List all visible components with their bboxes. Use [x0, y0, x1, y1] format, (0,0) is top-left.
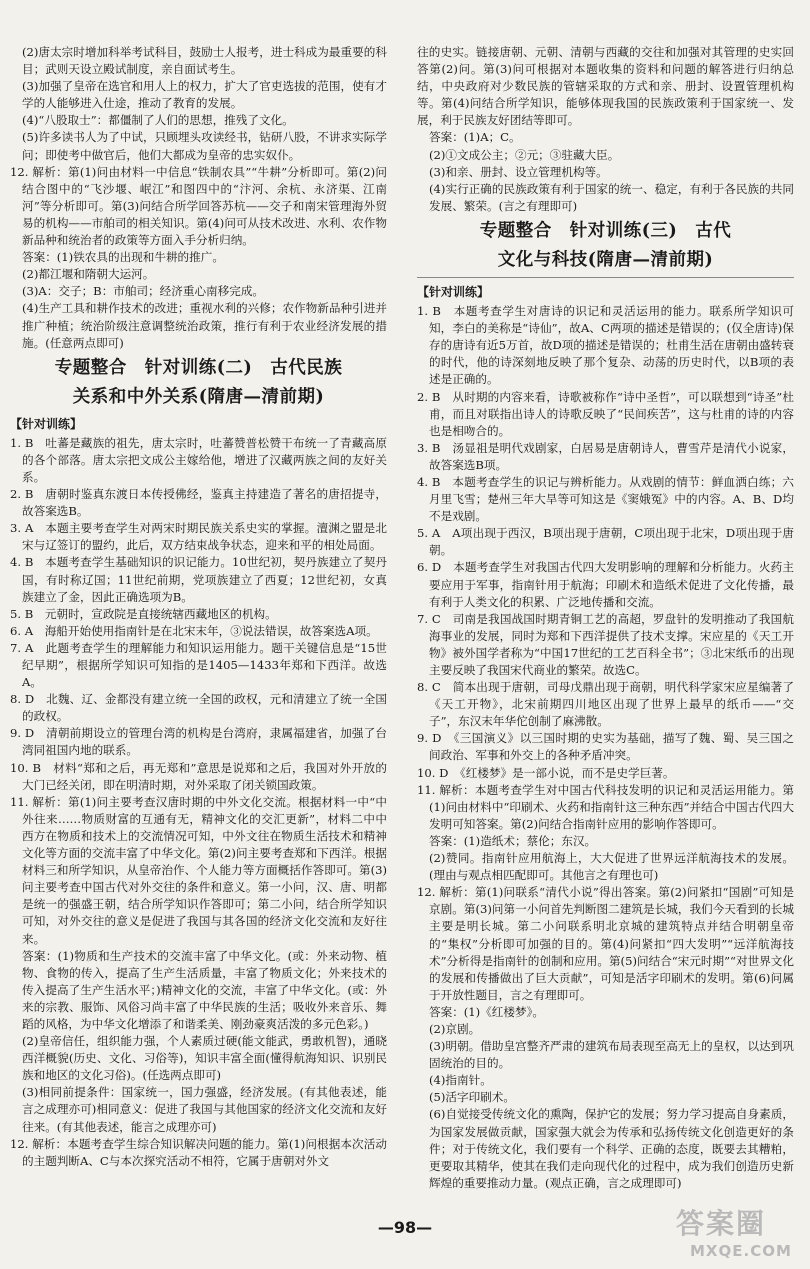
watermark-logo — [656, 1200, 806, 1266]
answer-paragraph: (5)许多读书人为了中试，只顾埋头攻读经书，钻研八股，不讲求实际学问；即使考中做官后，他们大都成为皇帝的忠实奴仆。 — [22, 130, 387, 162]
answer-paragraph: 1. B 吐蕃是藏族的祖先，唐太宗时，吐蕃赞普松赞干布统一了青藏高原的各个部落。唐太宗把文成公主嫁给他，增进了汉藏两族之间的友好关系。 — [10, 435, 387, 484]
answer-paragraph: (2)都江堰和隋朝大运河。 — [22, 267, 155, 282]
answer-paragraph: 12. 解析：第(1)问联系“清代小说”得出答案。第(2)问紧扣“国剧”可知是京剧。第(3)问第一小问首先判断图二建筑是长城，我们今天看到的长城主要是明长城。第二小问联系明北京城的建筑特点并结合明朝皇帝的“集权”分析即可加强的目的。第(4)问紧扣“四大发明”“远洋航海技术”分析得是指南针的创制和应用。第(5)问结合“宋元时期”“对世界文化的发展和传播做出了巨大贡献”，可知是活字印刷术的发明。第(6)问属于开放性题目，言之有理即可。 — [417, 885, 794, 1002]
answer-paragraph: (2)赞同。指南针应用航海上，大大促进了世界远洋航海技术的发展。(理由与观点相匹配即可。其他言之有理也可) — [429, 851, 794, 883]
answer-paragraph: 12. 解析：本题考查学生综合知识解决问题的能力。第(1)问根据本次活动的主题判断A、C与本次探究活动不相符，它属于唐朝对外文 — [10, 1136, 387, 1168]
subsection-heading: 【针对训练】 — [10, 416, 83, 431]
answer-paragraph: (3)加强了皇帝在选官和用人上的权力，扩大了官吏选拔的范围，使有才学的人能够进入仕途，推动了教育的发展。 — [22, 79, 387, 111]
answer-paragraph: 3. B 汤显祖是明代戏剧家，白居易是唐朝诗人，曹雪芹是清代小说家，故答案选B项。 — [417, 440, 794, 472]
left-column — [10, 44, 387, 1170]
answer-paragraph: 4. B 本题考查学生基础知识的识记能力。10世纪初，契丹族建立了契丹国，有时称辽国；11世纪前期，党项族建立了西夏；12世纪初，女真族建立了金，因此正确选项为B。 — [10, 555, 387, 604]
answer-paragraph: 7. C 司南是我国战国时期青铜工艺的高超，罗盘针的发明推动了我国航海事业的发展，同时为郑和下西洋提供了技术支撑。宋应星的《天工开物》被外国学者称为“中国17世纪的工艺百科全书”；③北宋纸币的出现主要反映了我国宋代商业的繁荣。故选C。 — [417, 611, 794, 677]
answer-paragraph: 4. B 本题考查学生的识记与辨析能力。从戏剧的情节：鲜血洒白练；六月里飞雪；楚州三年大旱等可知这是《窦娥冤》中的内容。A、B、D均不是戏剧。 — [417, 474, 794, 524]
answer-paragraph: (3)明朝。借助皇宫整齐严肃的建筑布局表现至高无上的皇权，以达到巩固统治的目的。 — [429, 1039, 794, 1071]
answer-paragraph: 12. 解析：第(1)问由材料一中信息“铁制农具”“牛耕”分析即可。第(2)问结合图中的“飞沙堰、岷江”和图四中的“汴河、余杭、永济渠、江南河”等分析即可。第(3)问结合所学回答苏杭——交子和南宋管理海外贸易的机构——市舶司的相关知识。第(4)问可从技术改进、水利、农作物新品种和统治者的政策等方面入手分析归纳。 — [10, 164, 387, 248]
answer-paragraph: 5. A A项出现于西汉，B项出现于唐朝，C项出现于北宋，D项出现于唐朝。 — [417, 526, 794, 558]
answer-paragraph: (3)相同前提条件：国家统一，国力强盛，经济发展。(有其他表述，能言之成理亦可)相同意义：促进了我国与其他国家的经济文化交流和友好往来。(有其他表述，能言之成理亦可) — [22, 1085, 387, 1134]
answer-paragraph: (2)皇帝信任，组织能力强，个人素质过硬(能文能武，勇敢机智)，通晓西洋概貌(历史、文化、习俗等)，知识丰富全面(懂得航海知识、识别民族和地区的文化习俗)。(任选两点即可) — [22, 1034, 387, 1083]
answer-paragraph: 1. B 本题考查学生对唐诗的识记和灵活运用的能力。联系所学知识可知，李白的美称是“诗仙”，故A、C两项的描述是错误的；(仅全唐诗)保存的唐诗有近5万首，故D项的描述是错误的；杜甫生活在唐朝由盛转衰的时代，他的诗深刻地反映了那个复杂、动荡的历史时代，以B项的表述是正确的。 — [417, 304, 794, 387]
answer-paragraph: 8. D 北魏、辽、金都没有建立统一全国的政权，元和清建立了统一全国的政权。 — [10, 692, 387, 724]
answer-paragraph: (5)活字印刷术。 — [429, 1090, 515, 1105]
answer-paragraph: 答案：(1)物质和生产技术的交流丰富了中华文化。(或：外来动物、植物、食物的传入，提高了生产生活质量，丰富了物质文化；外来技术的传入提高了生产生活水平；)精神文化的交流，丰富了中华文化。(或：外来的宗教、服饰、风俗习尚丰富了中华民族的生活；吸收外来音乐、舞蹈的风格，为中华文化增添了和谐柔美、刚劲豪爽活泼的多元色彩。) — [22, 948, 387, 1031]
answer-paragraph: 答案：(1)《红楼梦》。 — [429, 1004, 544, 1019]
answer-paragraph: 6. A 海船开始使用指南针是在北宋末年，③说法错误，故答案选A项。 — [10, 623, 378, 638]
answer-paragraph: 2. B 从时期的内容来看，诗歌被称作“诗中圣哲”，可以联想到“诗圣”杜甫，而且对联指出诗人的诗歌反映了“民间疾苦”，这与杜甫的诗的内容也是相吻合的。 — [417, 389, 794, 438]
answer-paragraph: 9. D 清朝前期设立的管理台湾的机构是台湾府，隶属福建省，加强了台湾同祖国内地的联系。 — [10, 726, 387, 758]
right-column — [417, 44, 794, 1192]
answer-paragraph: 6. D 本题考查学生对我国古代四大发明影响的理解和分析能力。火药主要应用于军事，指南针用于航海；印刷术和造纸术促进了文化传播，最有利于人类文化的积累、广泛地传播和交流。 — [417, 560, 794, 609]
answer-paragraph: (6)自觉接受传统文化的熏陶，保护它的发展；努力学习提高自身素质，为国家发展做贡献，国家强大就会为传承和弘扬传统文化创造更好的条件；对于传统文化，我们要有一个科学、正确的态度，既要去其糟粕，更要取其精华，使其在我们走向现代化的过程中，成为我们创造历史新辉煌的重要推动力量。(观点正确，言之成理即可) — [429, 1107, 794, 1190]
answer-paragraph: (2)京剧。 — [429, 1021, 481, 1036]
answer-paragraph: (3)A：交子；B：市舶司；经济重心南移完成。 — [22, 284, 265, 299]
answer-paragraph: (3)和亲、册封、设立管理机构等。 — [429, 164, 608, 179]
answer-paragraph: 8. C 简本出现于唐朝，司母戊鼎出现于商朝，明代科学家宋应星编著了《天工开物》，北宋前期四川地区出现了世界上最早的纸币——“交子”，东汉末年华佗创制了麻沸散。 — [417, 680, 794, 729]
answer-paragraph: (4)实行正确的民族政策有利于国家的统一、稳定，有利于各民族的共同发展、繁荣。(言之有理即可) — [429, 181, 794, 213]
answer-paragraph: 答案：(1)造纸术；蔡伦；东汉。 — [429, 833, 597, 848]
answer-paragraph: 2. B 唐朝时鉴真东渡日本传授佛经，鉴真主持建造了著名的唐招提寺，故答案选B。 — [10, 487, 387, 519]
answer-paragraph: 7. A 此题考查学生的理解能力和知识运用能力。题干关键信息是“15世纪早期”，根据所学知识可知指的是1405—1433年郑和下西洋。故选A。 — [10, 640, 387, 690]
answer-paragraph: 10. B 材料“郑和之后，再无郑和”意思是说郑和之后，我国对外开放的大门已经关闭，即在明清时期，对外采取了闭关锁国政策。 — [10, 760, 387, 792]
answer-paragraph: (4)指南针。 — [429, 1073, 492, 1088]
answer-paragraph: 答案：(1)铁农具的出现和牛耕的推广。 — [22, 250, 224, 265]
section-title: 专题整合 针对训练(三) 古代 — [479, 220, 732, 241]
answer-paragraph: 往的史实。链接唐朝、元朝、清朝与西藏的交往和加强对其管理的史实回答第(2)问。第(3)问可根据对本题收集的资料和问题的解答进行归纳总结，中央政府对少数民族的管辖采取的方式和亲、册封、设置管理机构等。第(4)问结合所学知识，能够体现我国的民族政策利于国家统一、发展，利于民族友好团结等即可。 — [417, 45, 794, 128]
answer-paragraph: (4)“八股取士”：都僵制了人们的思想，推残了文化。 — [22, 113, 294, 128]
section-title: 关系和中外关系(隋唐—清前期) — [72, 386, 325, 407]
watermark-url: MXQE.COM — [690, 1242, 792, 1260]
answer-paragraph: 9. D 《三国演义》以三国时期的史实为基础，描写了魏、蜀、吴三国之间政治、军事和外交上的各种矛盾冲突。 — [417, 731, 794, 763]
answer-paragraph: 答案：(1)A；C。 — [429, 130, 521, 145]
section-title: 文化与科技(隋唐—清前期) — [497, 249, 714, 270]
answer-paragraph: 11. 解析：本题考查学生对中国古代科技发明的识记和灵活运用能力。第(1)问由材料中“印刷术、火药和指南针这三种东西”并结合中国古代四大发明可知答案。第(2)问结合指南针应用的影响作答即可。 — [417, 782, 794, 831]
subsection-heading: 【针对训练】 — [417, 284, 490, 299]
answer-paragraph: (2)唐太宗时增加科举考试科目，鼓励士人报考，进士科成为最重要的科目；武则天设立殿试制度，亲自面试考生。 — [22, 45, 387, 77]
answer-paragraph: 10. D 《红楼梦》是一部小说，而不是史学巨著。 — [417, 765, 675, 780]
watermark-text: 答案圈 — [676, 1207, 767, 1240]
answer-paragraph: 3. A 本题主要考查学生对两宋时期民族关系史实的掌握。澶渊之盟是北宋与辽签订的盟约，此后，双方结束战争状态，迎来和平的相处局面。 — [10, 521, 387, 553]
page-number: —98— — [377, 1218, 433, 1237]
answer-paragraph: (2)①文成公主；②元；③驻藏大臣。 — [429, 147, 620, 162]
divider — [417, 277, 794, 278]
answer-paragraph: 11. 解析：第(1)问主要考查汉唐时期的中外文化交流。根据材料一中“中外往来……物质财富的互通有无，精神文化的交汇更新”，材料二中中西方在物质和技术上的交流情况可知，中外文往在物质生活技术和精神文化等方面的交流丰富了中华文化。第(2)问主要考查郑和下西洋。根据材料三和所学知识，从皇帝治作、个人能力等方面概括作答即可。第(3)问主要考查中国古代对外交往的条件和意义。第一小问，汉、唐、明都是统一的强盛王朝，结合所学知识作答即可；第二小问，结合所学知识可知，对外交往的意义是促进了我国与其各国的经济文化交流和友好往来。 — [10, 794, 387, 946]
answer-paragraph: (4)生产工具和耕作技术的改进；重视水利的兴修；农作物新品种引进并推广种植；统治阶级注意调整统治政策，推行有利于农业经济发展的措施。(任意两点即可) — [22, 301, 387, 350]
section-title: 专题整合 针对训练(二) 古代民族 — [54, 357, 343, 378]
answer-paragraph: 5. B 元朝时，宣政院是直接统辖西藏地区的机构。 — [10, 606, 277, 621]
